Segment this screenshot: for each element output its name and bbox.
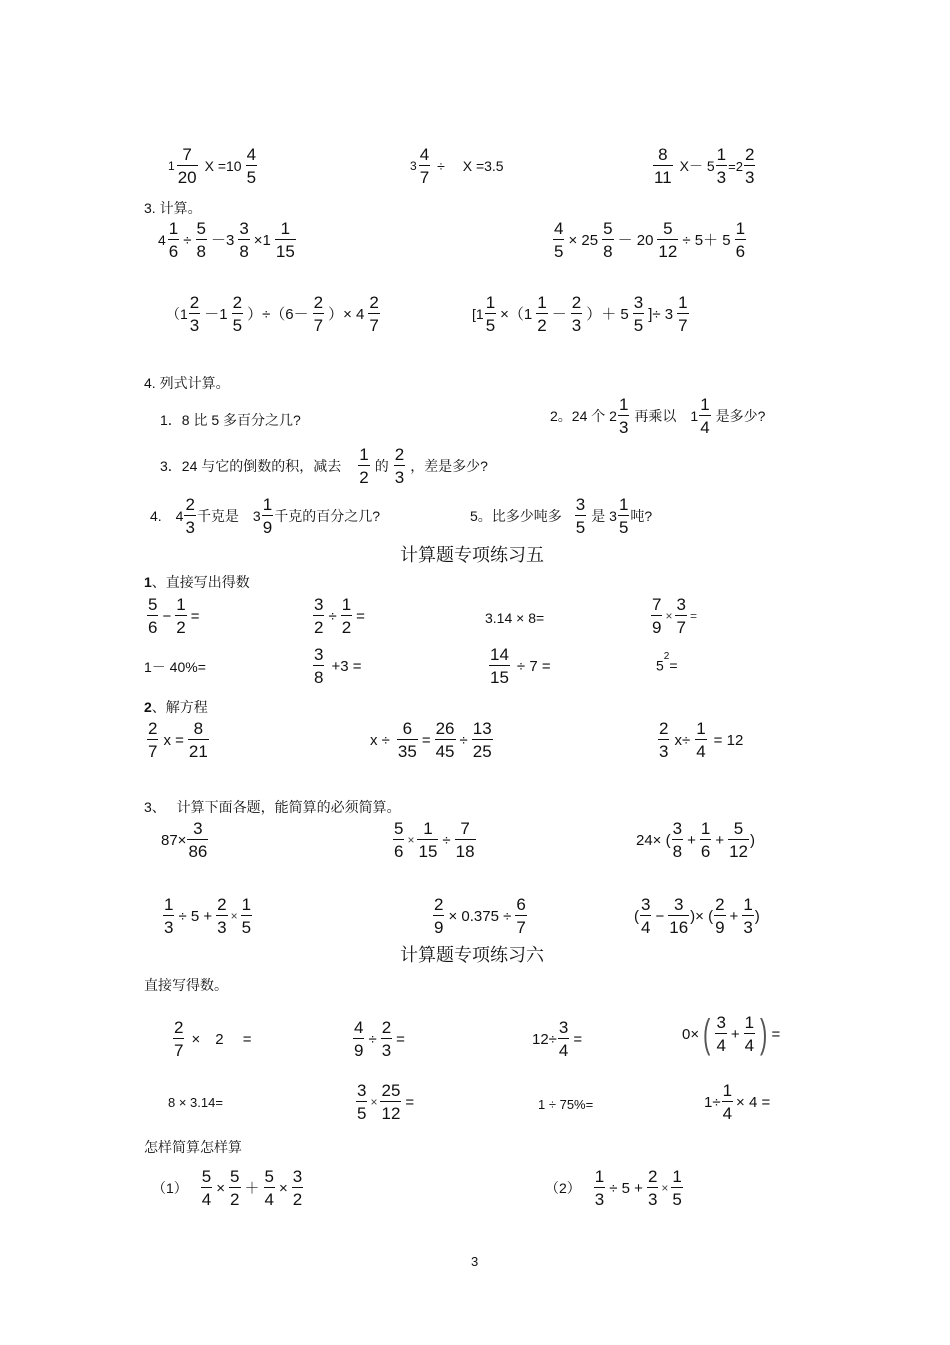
calc-2 [552,220,747,260]
operator: = [356,607,365,625]
operator: ÷ [442,831,451,849]
word-problem-5 [470,496,652,536]
problem-text: 4. 4 [150,508,184,524]
fraction: 1 2 [359,445,369,487]
operator: ）＋ 5 [586,305,629,323]
operator: + [729,907,739,925]
quick-calc-3: 3.14 × 8= [485,610,545,626]
operator: − [655,907,665,925]
fraction: 1 9 [262,495,273,537]
expression-text: ) [754,907,760,925]
fraction: 2 7 [313,293,324,335]
fraction: 5 6 [148,595,158,637]
direct-calc-4 [682,1014,780,1054]
solve-equation-3 [657,720,743,760]
operator: × [230,909,238,923]
operator: = [771,1025,781,1043]
item-number: （1） [152,1180,188,1196]
fraction: 3 4 [716,1013,726,1055]
problem-text: 千克是 3 [196,508,261,524]
problem-text: 吨? [630,508,653,524]
fraction: 1 6 [735,219,746,261]
fraction: 1 3 [618,395,629,437]
heading-number: 2 [144,699,152,715]
fraction: 4 7 [419,145,430,187]
fraction: 14 15 [490,645,509,687]
item-number: （2） [545,1180,581,1196]
expression-text: )× ( [690,907,714,925]
bracket-close: ) [760,1012,768,1056]
fraction: 2 3 [571,293,582,335]
fraction: 2 9 [434,895,444,937]
operator: = [190,607,200,625]
mixed-whole: 1 [168,159,175,173]
fraction: 3 2 [314,595,324,637]
simplify-6 [634,896,760,936]
section-heading: 3、 计算下面各题，能简算的必须简算。 [144,799,401,815]
fraction: 2 3 [189,293,200,335]
word-problem-1: 1．8 比 5 多百分之几? [160,412,301,428]
operator: ×（1 [500,305,533,323]
fraction: 5 12 [729,819,748,861]
equation-text: x ÷ [370,731,390,749]
simplify-4 [162,896,253,936]
operator: ]÷ 3 [648,305,674,323]
equation-text: X－ 5 [679,158,715,174]
fraction: 1 5 [241,895,252,937]
quick-calc-4 [650,596,699,636]
expression-text: 1÷ [704,1093,721,1111]
operator: + [687,831,696,849]
operator: = [421,731,431,749]
operator: －1 [204,305,228,323]
mixed-whole: 3 [410,159,417,173]
fraction: 13 25 [472,719,492,761]
expression-text: 87× [161,831,187,849]
operator: × [665,609,673,623]
fraction: 1 5 [618,495,629,537]
operator: （1 [166,306,188,322]
fraction: 2 3 [217,895,227,937]
expression-text: × 2 = [191,1030,252,1048]
problem-text: 是 3 [591,508,617,524]
problem-text: 的 [374,458,389,474]
fraction: 3 8 [239,219,249,261]
fraction: 1 15 [418,819,438,861]
operator: ）× 4 [328,305,365,323]
calc-3 [166,294,381,334]
problem-text: ，差是多少? [410,458,488,474]
fraction: 2 7 [148,719,158,761]
calc-4 [472,294,690,334]
section-heading: 直接写得数。 [144,977,228,993]
fraction: 1 6 [168,219,179,261]
expression-text: 24× ( [636,831,671,849]
fraction: 3 8 [314,645,324,687]
problem-text: 千克的百分之几? [274,508,380,524]
direct-calc-2 [352,1019,408,1059]
equation-text: X =10 [204,158,242,174]
expression-text: × 4 = [736,1093,771,1111]
simplify-3 [636,820,755,860]
operator: = [689,609,697,623]
fraction: 1 4 [700,395,710,437]
simplify-5 [432,896,528,936]
fraction: 5 4 [201,1167,212,1209]
section-heading [144,697,208,717]
fraction: 8 11 [654,145,672,187]
fraction: 7 20 [177,145,197,187]
fraction: 8 21 [188,719,208,761]
fraction: 5 12 [658,219,678,261]
word-problem-3 [160,446,488,486]
operator: × [216,1179,226,1197]
fraction: 3 5 [357,1081,367,1123]
fraction: 1 3 [716,145,727,187]
fraction: 4 5 [554,219,564,261]
section-title-5: 计算题专项练习五 [400,545,544,566]
direct-calc-6 [355,1082,417,1122]
equation-2 [410,146,504,186]
section-heading [144,572,250,592]
operator: +3 = [331,657,362,675]
fraction: 6 7 [516,895,526,937]
operator: ÷ 7 = [516,657,551,675]
direct-calc-8 [704,1082,770,1122]
fraction: 3 5 [575,495,586,537]
word-problem-2 [550,396,765,436]
operator: × [370,1095,378,1109]
fraction: 7 18 [455,819,475,861]
fraction: 1 7 [678,293,688,335]
operator: ÷ 5 + [609,1179,643,1197]
operator: × [278,1179,288,1197]
fraction: 3 4 [641,895,651,937]
fraction: 2 3 [647,1167,658,1209]
solve-equation-2 [370,720,494,760]
quick-calc-2 [312,596,368,636]
fraction: 3 16 [669,895,689,937]
problem-text: 是多少? [715,408,766,424]
fraction: 6 35 [397,719,417,761]
simplify-calc-2 [545,1168,684,1208]
fraction: 5 8 [603,219,613,261]
fraction: 1 4 [696,719,706,761]
simplify-calc-1 [152,1168,304,1208]
fraction: 2 3 [744,145,755,187]
equation-text: =2 [728,158,743,174]
direct-calc-7: 1 ÷ 75%= [538,1097,594,1112]
fraction: 5 4 [264,1167,274,1209]
quick-calc-8 [656,651,678,674]
problem-text: 3．24 与它的倒数的积，减去 [160,458,342,474]
fraction: 26 45 [435,719,455,761]
problem-text: 2。24 个 2 [550,408,617,424]
operator: ÷ 5＋ 5 [682,231,731,249]
fraction: 1 2 [176,595,186,637]
fraction: 1 3 [594,1167,605,1209]
equation-text: = 12 [713,731,744,749]
equation-1 [168,146,258,186]
fraction: 1 3 [164,895,174,937]
fraction: 2 3 [381,1018,392,1060]
operator: = [405,1093,415,1111]
operator: = [669,657,678,674]
direct-calc-3 [532,1019,585,1059]
operator: － 20 [617,231,654,249]
fraction: 3 2 [292,1167,303,1209]
power-base: 5 [656,657,664,674]
problem-text: 再乘以 1 [634,408,699,424]
operator: = [396,1030,405,1048]
operator: × [661,1181,669,1195]
fraction: 4 5 [246,145,257,187]
section-heading-3: 3. 计算。 [144,200,202,216]
expression-text: ) [750,831,755,849]
heading-number: 1 [144,574,152,590]
operator: ）÷（6－ [247,305,309,323]
operator: [1 [472,306,484,322]
operator: ÷ [368,1030,377,1048]
heading-text: 、直接写出得数 [151,574,250,590]
mixed-whole: 4 [158,232,166,248]
fraction: 25 12 [381,1081,401,1123]
fraction: 2 5 [232,293,243,335]
heading-text: 、解方程 [151,699,208,715]
fraction: 2 9 [715,895,725,937]
operator: ÷ 5 + [178,907,213,925]
fraction: 1 6 [700,819,711,861]
operator: × 25 [568,231,599,249]
word-problem-4 [150,496,380,536]
fraction: 4 9 [354,1018,364,1060]
operator: × [407,833,415,847]
fraction: 7 9 [652,595,662,637]
expression-text: 0× [682,1025,700,1043]
operator: + [730,1025,740,1043]
fraction: 5 6 [394,819,404,861]
operator: + [715,831,725,849]
fraction: 1 2 [341,595,352,637]
equation-3 [652,146,756,186]
fraction: 3 4 [558,1018,569,1060]
section-title-6: 计算题专项练习六 [400,945,544,966]
fraction: 1 15 [275,219,295,261]
expression-text: 12÷ [532,1030,557,1048]
quick-calc-7 [488,646,551,686]
fraction: 2 7 [174,1018,184,1060]
quick-calc-5: 1－ 40%= [144,659,206,675]
fraction: 2 3 [659,719,669,761]
fraction: 3 5 [633,293,644,335]
direct-calc-5: 8 × 3.14= [168,1095,223,1110]
fraction: 1 2 [537,293,547,335]
fraction: 5 2 [230,1167,240,1209]
operator: − [162,607,172,625]
fraction: 1 4 [722,1081,733,1123]
fraction: 1 4 [744,1013,755,1055]
operator: = [573,1030,583,1048]
fraction: 3 86 [188,819,208,861]
operator: ÷ [183,231,192,249]
fraction: 3 7 [676,595,686,637]
bracket-open: ( [703,1012,711,1056]
quick-calc-6 [312,646,362,686]
fraction: 3 8 [672,819,683,861]
solve-equation-1 [146,720,210,760]
simplify-2 [392,820,477,860]
operator: － [551,305,567,323]
page-number: 3 [471,1254,479,1269]
fraction: 1 5 [485,293,496,335]
section-heading-4: 4. 列式计算。 [144,375,230,391]
fraction: 5 8 [196,219,206,261]
section-heading: 怎样简算怎样算 [144,1139,242,1155]
expression-text: ( [634,907,639,925]
fraction: 2 3 [185,495,195,537]
power-exponent: 2 [663,651,670,662]
simplify-1 [161,820,209,860]
calc-1 [158,220,297,260]
operator: ×1 [253,231,271,249]
equation-text: x÷ [674,731,691,749]
operator: －3 [210,231,235,249]
operator: ＋ [244,1179,260,1197]
fraction: 2 7 [369,293,379,335]
fraction: 1 3 [743,895,753,937]
quick-calc-1 [146,596,202,636]
fraction: 2 3 [394,445,405,487]
equation-text: ÷ X =3.5 [437,158,504,174]
problem-text: 5。比多少吨多 [470,508,562,524]
operator: ÷ [328,607,337,625]
equation-text: x = [163,731,184,749]
fraction: 1 5 [672,1167,682,1209]
operator: ÷ [459,731,468,749]
direct-calc-1 [172,1019,252,1059]
operator: × 0.375 ÷ [448,907,512,925]
